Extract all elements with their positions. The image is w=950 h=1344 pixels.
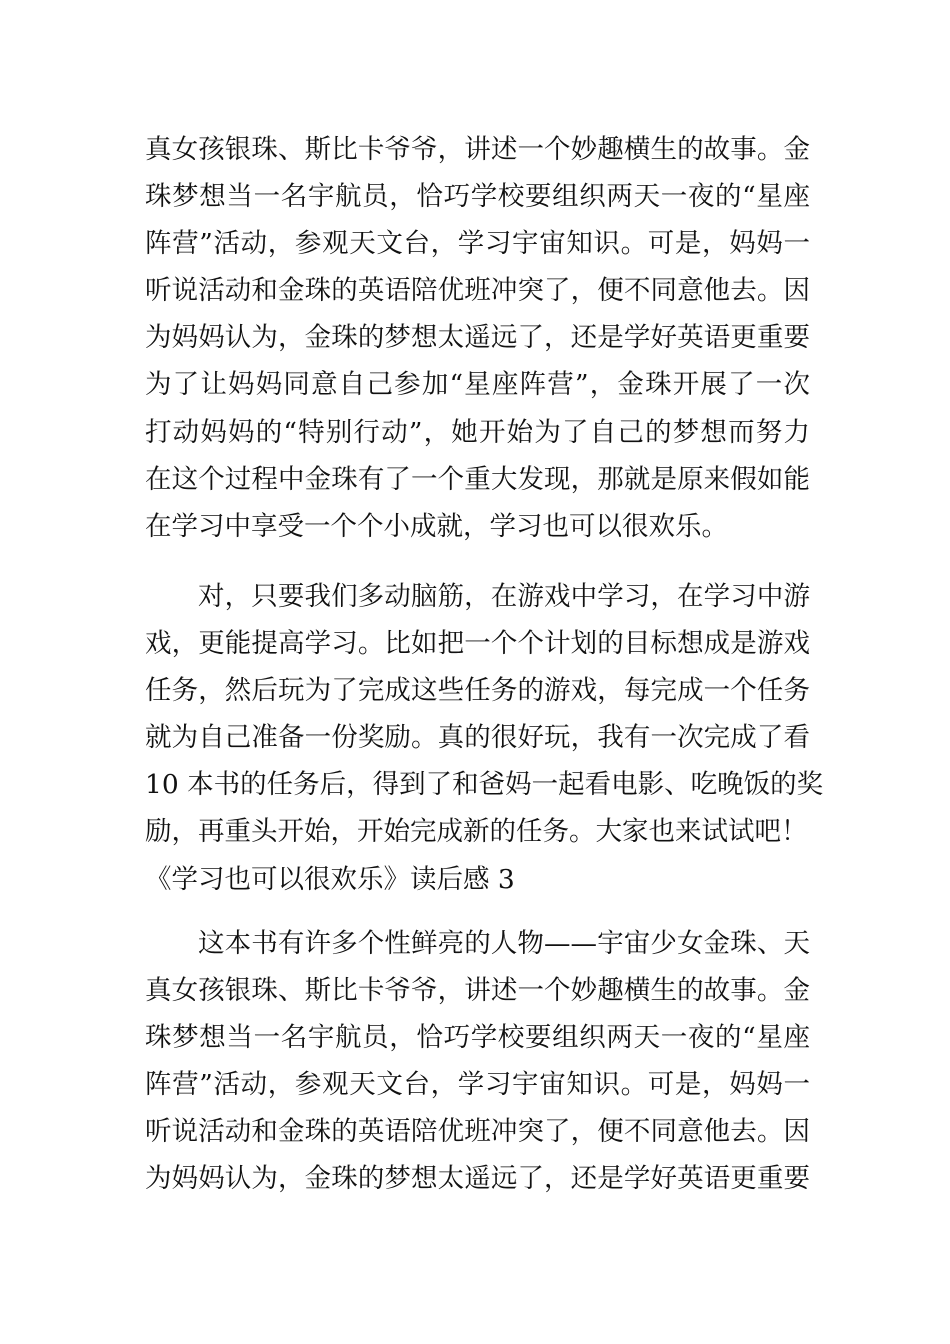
paragraph-line: 在学习中享受一个个小成就，学习也可以很欢乐。 — [145, 510, 728, 542]
paragraph-line: 打动妈妈的“特别行动”，她开始为了自己的梦想而努力 — [145, 416, 810, 448]
paragraph-line: 任务，然后玩为了完成这些任务的游戏，每完成一个任务 — [145, 675, 810, 707]
paragraph-line: 10 本书的任务后，得到了和爸妈一起看电影、吃晚饭的奖 — [145, 769, 824, 801]
paragraph-line: 听说活动和金珠的英语陪优班冲突了，便不同意他去。因 — [145, 1116, 810, 1148]
paragraph-line: 珠梦想当一名宇航员，恰巧学校要组织两天一夜的“星座 — [145, 1022, 810, 1054]
paragraph-3 — [145, 920, 810, 1203]
paragraph-1 — [145, 126, 810, 550]
paragraph-line: 戏，更能提高学习。比如把一个个计划的目标想成是游戏 — [145, 628, 810, 660]
paragraph-line: 阵营”活动，参观天文台，学习宇宙知识。可是，妈妈一 — [145, 228, 810, 260]
paragraph-line: 在这个过程中金珠有了一个重大发现，那就是原来假如能 — [145, 463, 810, 495]
section-title: 《学习也可以很欢乐》读后感 3 — [145, 863, 515, 895]
paragraph-line: 珠梦想当一名宇航员，恰巧学校要组织两天一夜的“星座 — [145, 181, 810, 213]
paragraph-line: 为妈妈认为，金珠的梦想太遥远了，还是学好英语更重要 — [145, 1163, 810, 1195]
paragraph-line: 阵营”活动，参观天文台，学习宇宙知识。可是，妈妈一 — [145, 1069, 810, 1101]
paragraph-line: 真女孩银珠、斯比卡爷爷，讲述一个妙趣横生的故事。金 — [145, 134, 810, 165]
paragraph-line: 真女孩银珠、斯比卡爷爷，讲述一个妙趣横生的故事。金 — [145, 975, 810, 1007]
paragraph-2 — [145, 573, 824, 903]
paragraph-line: 对，只要我们多动脑筋，在游戏中学习，在学习中游 — [198, 581, 810, 612]
paragraph-line: 就为自己准备一份奖励。真的很好玩，我有一次完成了看 — [145, 722, 810, 754]
paragraph-line: 励，再重头开始，开始完成新的任务。大家也来试试吧！ — [145, 816, 808, 848]
paragraph-line: 听说活动和金珠的英语陪优班冲突了，便不同意他去。因 — [145, 275, 810, 307]
paragraph-line: 为妈妈认为，金珠的梦想太遥远了，还是学好英语更重要 — [145, 322, 810, 354]
paragraph-line: 为了让妈妈同意自己参加“星座阵营”，金珠开展了一次 — [145, 369, 810, 401]
paragraph-line: 这本书有许多个性鲜亮的人物——宇宙少女金珠、天 — [198, 928, 810, 959]
